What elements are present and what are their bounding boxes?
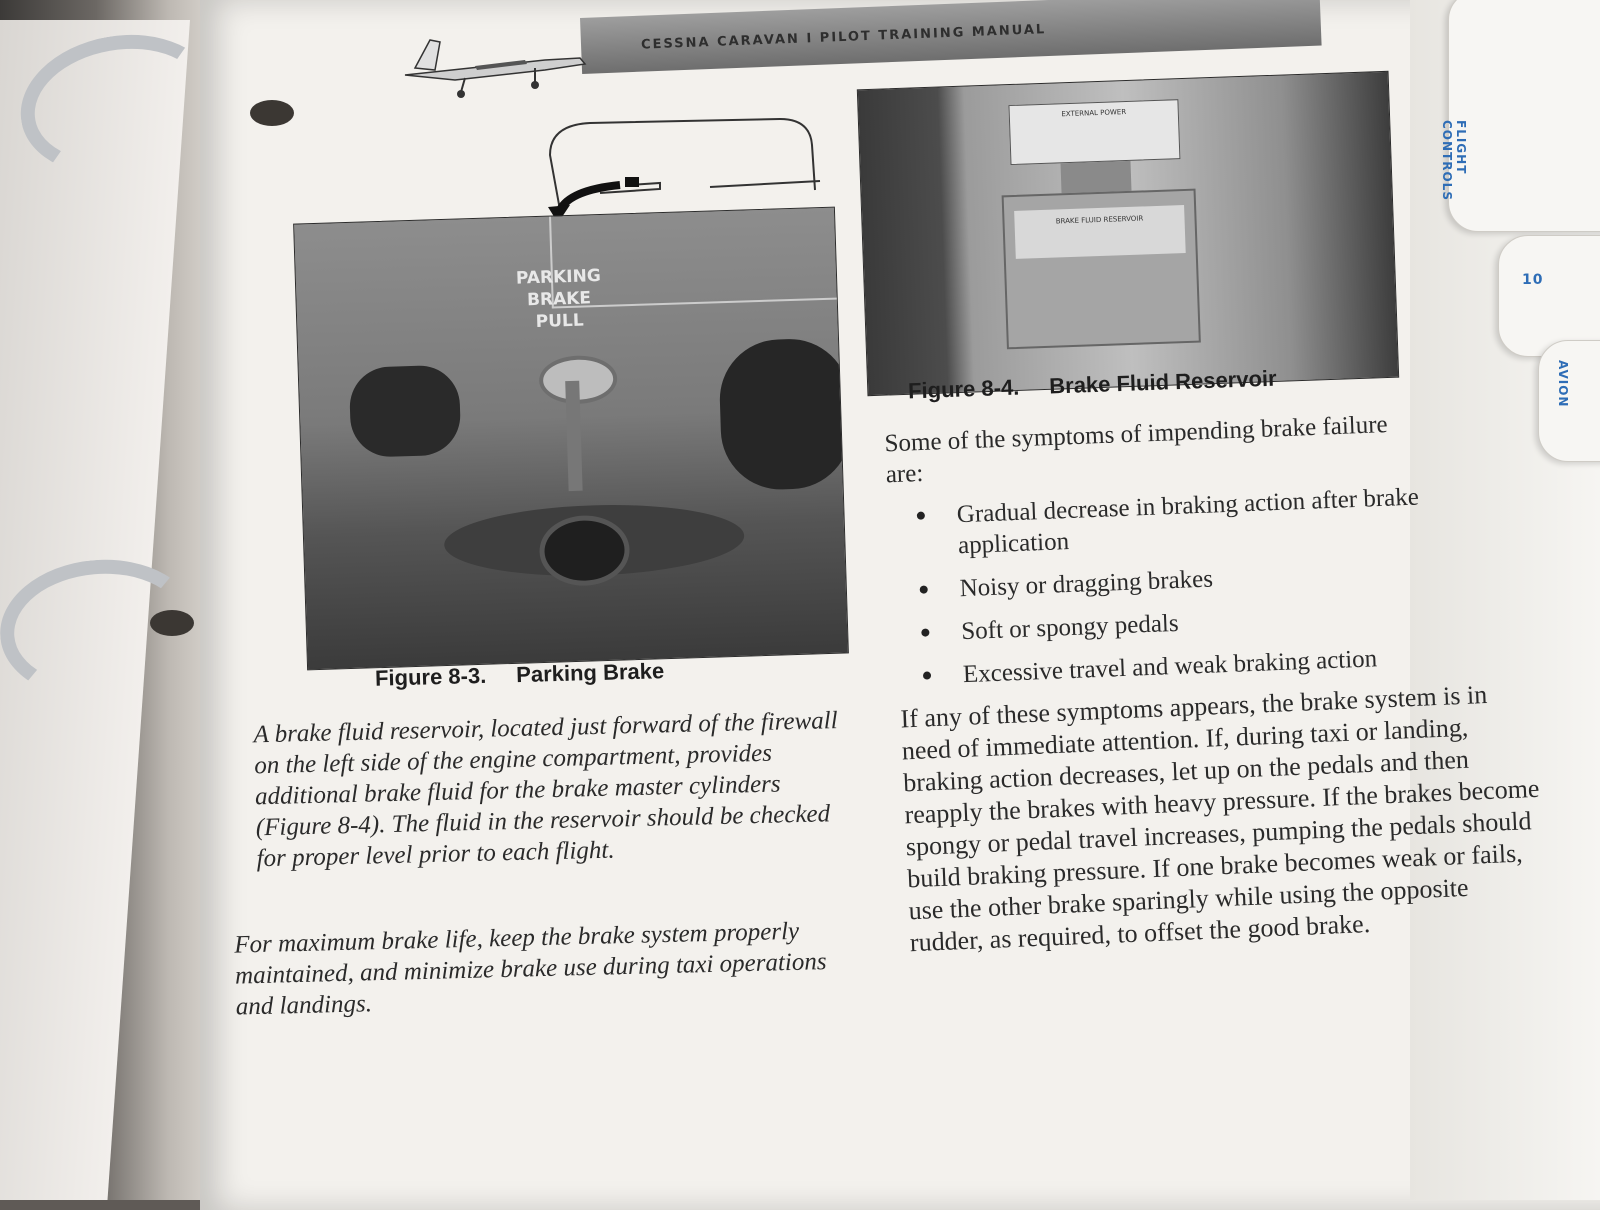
placard-text: EXTERNAL POWER bbox=[1061, 107, 1127, 119]
bullet-icon bbox=[923, 671, 931, 679]
parking-brake-placard bbox=[516, 265, 603, 334]
symptom-text: Noisy or dragging brakes bbox=[959, 565, 1214, 603]
brake-failure-paragraph: If any of these symptoms appears, the brake system is in need of immediate attention. If, during taxi or landing, braking action decreases, let up on the pedals and then reapply the brakes with heavy pressure. If the brakes become spongy or pedal travel increases, pumping the pedals should build braking pressure. If one brake becomes weak or fails, use the other brake sparingly while using the opposite rudder, as required, to offset the good brake. bbox=[899, 679, 1540, 958]
caption-title: Brake Fluid Reservoir bbox=[1048, 365, 1277, 399]
brake-fluid-reservoir-photo bbox=[857, 71, 1399, 396]
tab-label-flight-controls: FLIGHT CONTROLS bbox=[1440, 120, 1468, 201]
external-power-placard bbox=[1008, 99, 1180, 165]
tab-10[interactable] bbox=[1498, 235, 1600, 357]
symptom-text: Soft or spongy pedals bbox=[960, 609, 1180, 646]
symptom-text: Gradual decrease in braking action after brake application bbox=[956, 483, 1420, 560]
placard-line: BRAKE bbox=[526, 288, 592, 311]
header-title: CESSNA CARAVAN I PILOT TRAINING MANUAL bbox=[640, 22, 1047, 53]
reservoir-cap bbox=[1061, 161, 1132, 193]
parking-brake-photo bbox=[293, 207, 849, 671]
brake-life-paragraph: For maximum brake life, keep the brake system properly maintained, and minimize brake use during taxi operations and landings. bbox=[234, 917, 827, 1021]
bullet-icon bbox=[917, 512, 925, 520]
caption-label: Figure 8-3. bbox=[374, 662, 487, 691]
tab-label-10: 10 bbox=[1522, 272, 1544, 288]
placard-line: PARKING bbox=[515, 265, 602, 289]
handle-hub bbox=[538, 514, 630, 587]
reservoir-paragraph: A brake fluid reservoir, located just forward of the firewall on the left side of the engine compartment, provides additional brake fluid for the brake master cylinders (Figure 8-4). The fluid in the reservoir should be checked for proper level prior to each flight. bbox=[253, 707, 838, 873]
reservoir-body bbox=[1002, 189, 1201, 350]
caption-label: Figure 8-4. bbox=[907, 374, 1020, 404]
cable-bundle bbox=[349, 364, 462, 457]
tab-flight-controls[interactable] bbox=[1448, 0, 1600, 232]
symptoms-list bbox=[916, 479, 1483, 703]
placard-line: PULL bbox=[535, 310, 584, 333]
tab-label-avionics: AVION bbox=[1556, 360, 1570, 408]
airplane-icon bbox=[395, 30, 595, 110]
symptom-text: Excessive travel and weak braking action bbox=[962, 645, 1378, 689]
bullet-icon bbox=[921, 628, 929, 636]
reservoir-label bbox=[1014, 205, 1186, 259]
symptoms-intro: Some of the symptoms of impending brake failure are: bbox=[884, 411, 1389, 489]
placard-text: BRAKE FLUID RESERVOIR bbox=[1055, 214, 1144, 226]
caption-title: Parking Brake bbox=[515, 658, 665, 688]
list-item bbox=[921, 596, 1482, 648]
list-item bbox=[919, 553, 1480, 605]
cable-bundle bbox=[718, 337, 849, 491]
bullet-icon bbox=[920, 585, 928, 593]
punch-hole bbox=[250, 100, 294, 126]
